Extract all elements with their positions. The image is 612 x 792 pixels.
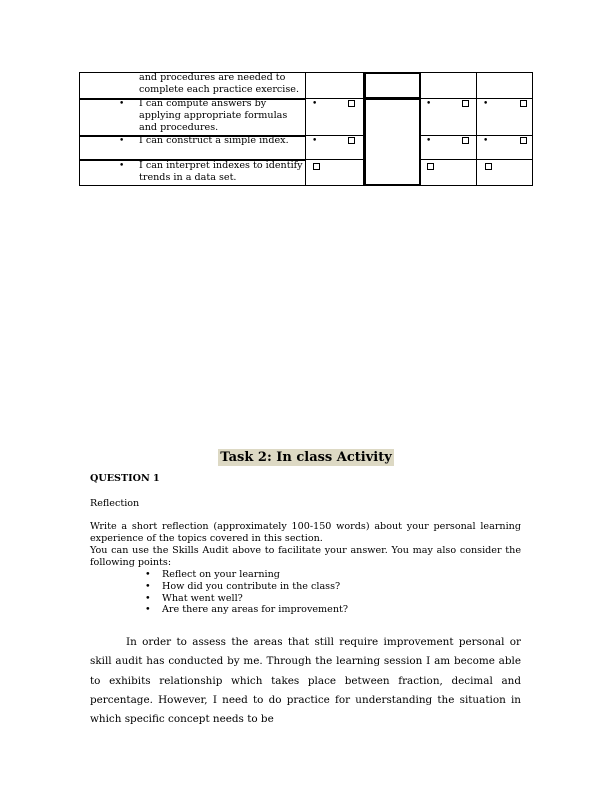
instruction-paragraph: You can use the Skills Audit above to facilitate your answer. You may also consider the following points:	[90, 545, 521, 568]
reflection-points-list	[145, 569, 348, 616]
list-item	[145, 569, 348, 581]
list-item-text: What went well?	[162, 592, 243, 604]
checkbox-icon[interactable]	[462, 137, 469, 144]
reflection-subheading: Reflection	[90, 498, 140, 509]
reflection-answer	[90, 633, 521, 729]
list-item	[145, 593, 348, 605]
instruction-paragraph: Write a short reflection (approximately 100-150 words) about your personal learning experience of the topics covered in this section.	[90, 521, 521, 544]
statement-text: I can compute answers by applying appropriate formulas and procedures.	[139, 98, 288, 134]
statement-text: I can construct a simple index.	[139, 135, 289, 146]
checkbox-icon[interactable]	[313, 163, 320, 170]
table-cell	[364, 98, 421, 186]
checkbox-icon[interactable]	[427, 163, 434, 170]
checkbox-icon[interactable]	[485, 163, 492, 170]
table-cell	[420, 72, 477, 99]
bullet-icon: •	[145, 580, 151, 592]
checkbox-icon[interactable]	[520, 100, 527, 107]
bullet-icon: •	[119, 161, 125, 171]
bullet-icon: •	[312, 136, 318, 146]
bullet-icon: •	[119, 99, 125, 109]
checkbox-icon[interactable]	[520, 137, 527, 144]
checkbox-icon[interactable]	[348, 137, 355, 144]
checkbox-icon[interactable]	[348, 100, 355, 107]
statement-text: I can interpret indexes to identify trends in a data set.	[139, 160, 303, 184]
bullet-icon: •	[145, 604, 151, 616]
checkbox-icon[interactable]	[462, 100, 469, 107]
bullet-icon: •	[483, 99, 489, 109]
answer-text: In order to assess the areas that still require improvement personal or skill audit has conducted by me. Through the learning session I am become able to exhibits relationship which takes place between fraction, decimal and percentage. However, I need to do practice for understanding the situation in which specific concept needs to be	[90, 636, 521, 726]
list-item-text: How did you contribute in the class?	[162, 580, 341, 592]
task-title: Task 2: In class Activity	[220, 450, 392, 465]
table-cell	[305, 72, 364, 99]
list-item-text: Are there any areas for improvement?	[162, 604, 348, 616]
bullet-icon: •	[119, 136, 125, 146]
bullet-icon: •	[426, 99, 432, 109]
bullet-icon: •	[312, 99, 318, 109]
bullet-icon: •	[145, 592, 151, 604]
bullet-icon: •	[145, 569, 151, 580]
table-cell	[364, 72, 421, 99]
skills-audit-table	[79, 72, 533, 186]
list-item	[145, 604, 348, 616]
question-heading: QUESTION 1	[90, 473, 160, 484]
statement-text: and procedures are needed to complete each practice exercise.	[139, 72, 300, 96]
task-title-wrap	[0, 446, 612, 466]
table-cell	[476, 72, 533, 99]
bullet-icon: •	[483, 136, 489, 146]
bullet-icon: •	[426, 136, 432, 146]
list-item-text: Reflect on your learning	[162, 569, 280, 580]
list-item	[145, 581, 348, 593]
